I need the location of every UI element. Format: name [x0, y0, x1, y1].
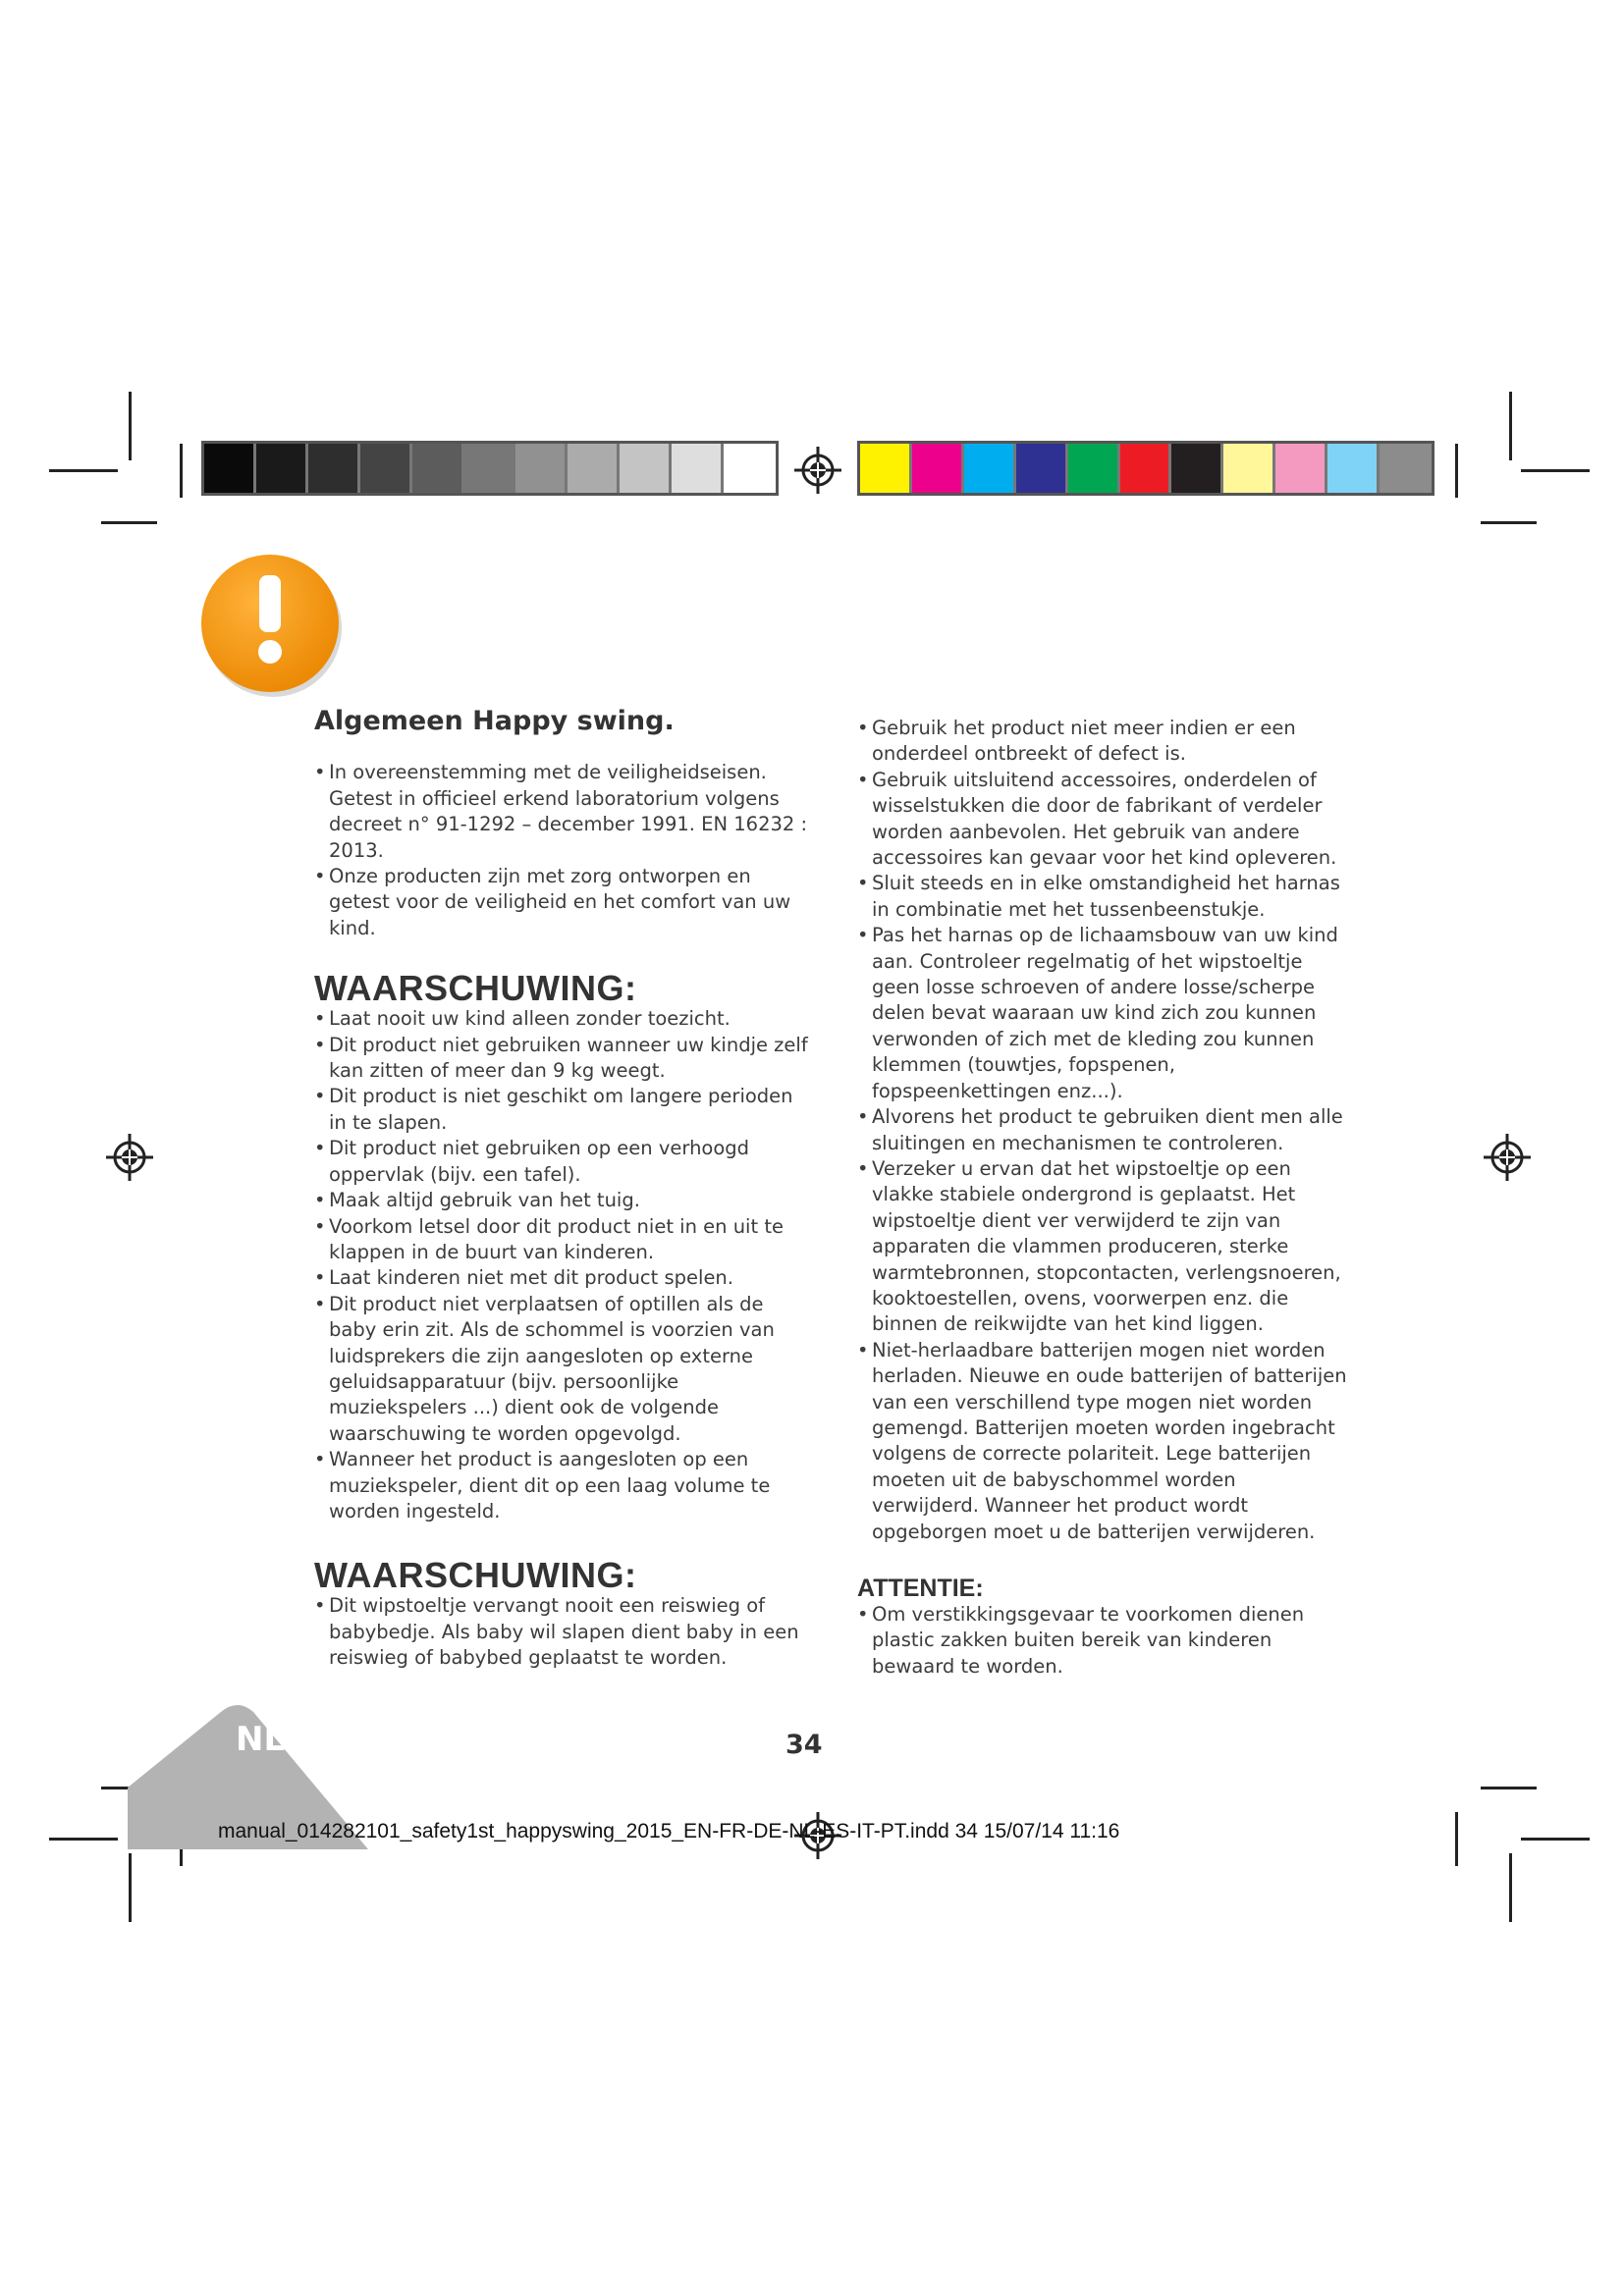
- crop-mark: [1521, 1838, 1590, 1841]
- color-swatch: [620, 444, 672, 493]
- crop-mark: [180, 444, 183, 498]
- page-number: 34: [785, 1730, 823, 1760]
- color-swatch: [1275, 444, 1327, 493]
- file-info: manual_014282101_safety1st_happyswing_2015_EN-FR-DE-NL-ES-IT-PT.indd 34 15/07/14 11:16: [218, 1820, 1120, 1842]
- color-swatch: [568, 444, 620, 493]
- grayscale-swatch-bar: [201, 441, 779, 496]
- crop-mark: [49, 469, 118, 472]
- color-swatch: [672, 444, 724, 493]
- list-item: • Sluit steeds en in elke omstandigheid het harnas in combinatie met het tussenbeenstukje.: [857, 871, 1348, 923]
- list-item: • Onze producten zijn met zorg ontworpen en getest voor de veiligheid en het comfort van uw kind.: [314, 864, 815, 941]
- crop-mark: [1455, 444, 1458, 498]
- list-item: • In overeenstemming met de veiligheidseisen. Getest in officieel erkend laboratorium volgens decreet n° 91-1292 – december 1991. EN 16232 : 2013.: [314, 760, 815, 864]
- color-swatch: [964, 444, 1016, 493]
- registration-target-icon: [794, 447, 841, 494]
- list-item: • Laat nooit uw kind alleen zonder toezicht.: [314, 1006, 815, 1032]
- color-swatch: [360, 444, 412, 493]
- color-swatch: [464, 444, 516, 493]
- color-swatch: [1068, 444, 1120, 493]
- attention-list: [857, 1602, 1348, 1680]
- list-item: • Dit product niet gebruiken wanneer uw kindje zelf kan zitten of meer dan 9 kg weegt.: [314, 1033, 815, 1085]
- language-label: NL: [236, 1720, 286, 1759]
- attention-heading: ATTENTIE:: [857, 1575, 984, 1602]
- list-item: • Gebruik het product niet meer indien er een onderdeel ontbreekt of defect is.: [857, 716, 1348, 768]
- safety-list: [857, 716, 1348, 1545]
- list-item: • Maak altijd gebruik van het tuig.: [314, 1188, 815, 1213]
- crop-mark: [1481, 1787, 1537, 1789]
- crop-mark: [49, 1838, 118, 1841]
- list-item: • Dit product niet verplaatsen of optillen als de baby erin zit. Als de schommel is voorzien van luidsprekers die zijn aangesloten op externe geluidsapparatuur (bijv. persoonlijke muziekspelers ...) dient ook de volgende waarschuwing te worden opgevolgd.: [314, 1292, 815, 1447]
- list-item: • Niet-herlaadbare batterijen mogen niet worden herladen. Nieuwe en oude batterijen of batterijen van een verschillend type mogen niet worden gemengd. Batterijen moeten worden ingebracht volgens de correcte polariteit. Lege batterijen moeten uit de babyschommel worden verwijderd. Wanneer het product wordt opgeborgen moet u de batterijen verwijderen.: [857, 1338, 1348, 1545]
- crop-mark: [1455, 1812, 1458, 1866]
- warning-exclamation-icon: [194, 548, 350, 703]
- list-item: • Laat kinderen niet met dit product spelen.: [314, 1265, 815, 1291]
- color-swatch: [204, 444, 256, 493]
- warning-list: [314, 1593, 815, 1671]
- color-swatch: [412, 444, 464, 493]
- color-swatch: [515, 444, 568, 493]
- list-item: • Wanneer het product is aangesloten op een muziekspeler, dient dit op een laag volume te worden ingesteld.: [314, 1447, 815, 1524]
- crop-mark: [1509, 392, 1512, 460]
- list-item: • Alvorens het product te gebruiken dient men alle sluitingen en mechanismen te controleren.: [857, 1104, 1348, 1156]
- color-swatch: [912, 444, 964, 493]
- crop-mark: [1509, 1853, 1512, 1922]
- color-swatch: [1120, 444, 1172, 493]
- right-column: [857, 716, 1348, 1680]
- left-column: [314, 706, 815, 1672]
- list-item: • Voorkom letsel door dit product niet in en uit te klappen in de buurt van kinderen.: [314, 1214, 815, 1266]
- section-title: Algemeen Happy swing.: [314, 706, 675, 736]
- color-swatch: [256, 444, 308, 493]
- crop-mark: [101, 521, 157, 524]
- warning-list: [314, 1006, 815, 1524]
- color-swatch: [724, 444, 776, 493]
- list-item: • Verzeker u ervan dat het wipstoeltje op een vlakke stabiele ondergrond is geplaatst. Het wipstoeltje dient ver verwijderd te zijn van apparaten die vlammen produceren, sterke warmtebronnen, stopcontacten, verlengsnoeren, kooktoestellen, ovens, voorwerpen enz. die binnen de reikwijdte van het kind liggen.: [857, 1156, 1348, 1338]
- list-item: • Dit product is niet geschikt om langere perioden in te slapen.: [314, 1084, 815, 1136]
- color-swatch: [1327, 444, 1380, 493]
- color-swatch: [1380, 444, 1432, 493]
- warning-heading: WAARSCHUWING:: [314, 968, 637, 1009]
- list-item: • Dit wipstoeltje vervangt nooit een reiswieg of babybedje. Als baby wil slapen dient baby in een reiswieg of babybed geplaatst te worden.: [314, 1593, 815, 1671]
- crop-mark: [129, 1853, 132, 1922]
- color-swatch: [1016, 444, 1068, 493]
- color-swatch: [1171, 444, 1223, 493]
- crop-mark: [129, 392, 132, 460]
- list-item: • Dit product niet gebruiken op een verhoogd oppervlak (bijv. een tafel).: [314, 1136, 815, 1188]
- intro-list: [314, 760, 815, 941]
- crop-mark: [1481, 521, 1537, 524]
- color-swatch: [1223, 444, 1275, 493]
- registration-target-icon: [106, 1134, 153, 1181]
- list-item: • Gebruik uitsluitend accessoires, onderdelen of wisselstukken die door de fabrikant of verdeler worden aanbevolen. Het gebruik van andere accessoires kan gevaar voor het kind opleveren.: [857, 768, 1348, 872]
- list-item: • Om verstikkingsgevaar te voorkomen dienen plastic zakken buiten bereik van kinderen bewaard te worden.: [857, 1602, 1348, 1680]
- warning-heading: WAARSCHUWING:: [314, 1555, 637, 1596]
- crop-mark: [1521, 469, 1590, 472]
- registration-target-icon: [1484, 1134, 1531, 1181]
- color-swatch: [308, 444, 360, 493]
- color-swatch: [860, 444, 912, 493]
- color-swatch-bar: [857, 441, 1435, 496]
- list-item: • Pas het harnas op de lichaamsbouw van uw kind aan. Controleer regelmatig of het wipstoeltje geen losse schroeven of andere losse/scherpe delen bevat waaraan uw kind zich zou kunnen verwonden of zich met de kleding zou kunnen klemmen (touwtjes, fopspenen, fopspeenkettingen enz...).: [857, 923, 1348, 1104]
